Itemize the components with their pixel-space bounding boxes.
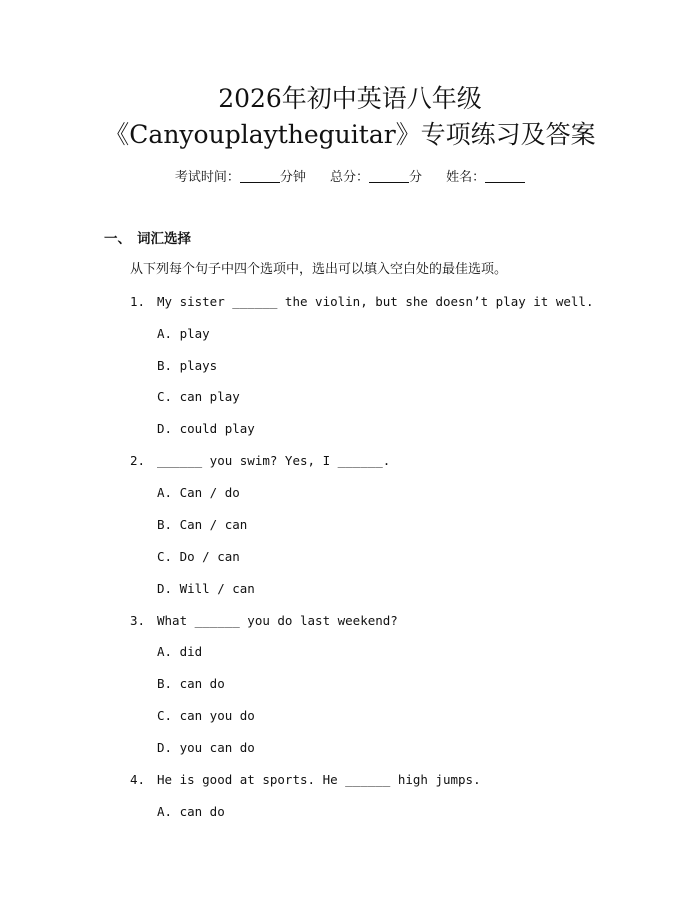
page-title-line1: 2026年初中英语八年级 [218, 84, 482, 113]
page-title-line2: 《Canyouplaytheguitar》专项练习及答案 [104, 120, 596, 149]
option: A. did [157, 644, 203, 659]
question-number: 2. [130, 453, 146, 468]
question-text: My sister ______ the violin, but she doesn’t play it well. [157, 294, 594, 309]
option: D. Will / can [157, 581, 255, 596]
time-label: 考试时间： [174, 170, 240, 185]
score-field [330, 168, 422, 188]
question-text: What ______ you do last weekend? [157, 613, 398, 628]
option: C. Do / can [157, 549, 240, 564]
score-blank [369, 168, 409, 183]
score-unit: 分 [409, 170, 423, 185]
option: B. Can / can [157, 517, 248, 532]
option: B. can do [157, 676, 225, 691]
time-field [175, 168, 306, 188]
name-blank [485, 168, 525, 183]
section-number: 一、 [104, 231, 131, 247]
option: B. plays [157, 358, 218, 373]
name-field [446, 168, 525, 188]
option: C. can you do [157, 708, 255, 723]
option: A. Can / do [157, 485, 240, 500]
section-title: 词汇选择 [137, 231, 191, 247]
question-text: He is good at sports. He ______ high jumps. [157, 772, 481, 787]
section-instruction: 从下列每个句子中四个选项中，选出可以填入空白处的最佳选项。 [130, 262, 508, 277]
option: A. can do [157, 804, 225, 819]
option: D. could play [157, 421, 255, 436]
question-text: ______ you swim? Yes, I ______. [157, 453, 391, 468]
exam-meta [0, 168, 700, 188]
section-heading [104, 229, 191, 249]
option: A. play [157, 326, 210, 341]
time-blank [240, 168, 280, 183]
question-number: 3. [130, 613, 146, 628]
option: C. can play [157, 389, 240, 404]
time-unit: 分钟 [279, 170, 306, 185]
name-label: 姓名： [446, 170, 486, 185]
option: D. you can do [157, 740, 255, 755]
question-number: 1. [130, 294, 146, 309]
score-label: 总分： [329, 170, 369, 185]
question-number: 4. [130, 772, 146, 787]
